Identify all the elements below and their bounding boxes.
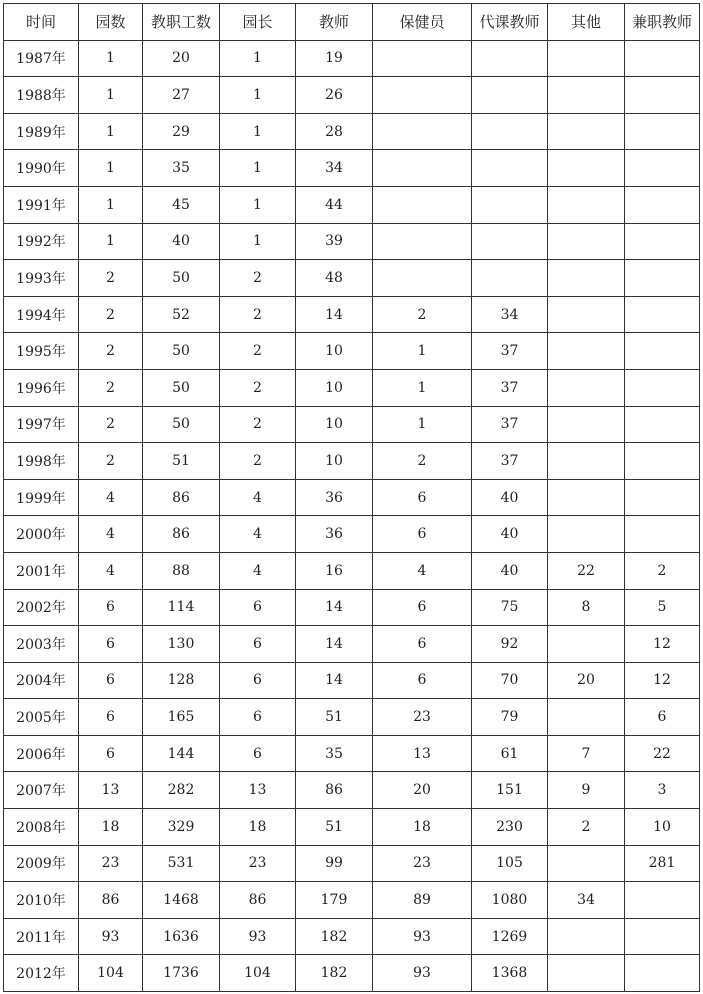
cell-teacher: 34 xyxy=(296,150,373,187)
cell-health-worker: 93 xyxy=(373,955,472,992)
kindergarten-staff-table xyxy=(3,3,700,992)
cell-other xyxy=(548,955,625,992)
cell-substitute-teacher xyxy=(472,77,548,114)
cell-substitute-teacher xyxy=(472,260,548,297)
cell-other: 8 xyxy=(548,589,625,626)
table-row xyxy=(4,369,700,406)
cell-teacher: 10 xyxy=(296,406,373,443)
cell-staff-count: 130 xyxy=(143,626,220,663)
cell-substitute-teacher: 40 xyxy=(472,479,548,516)
cell-year: 1994年 xyxy=(4,296,79,333)
cell-park-count: 18 xyxy=(79,809,143,846)
cell-park-count: 4 xyxy=(79,552,143,589)
cell-substitute-teacher: 37 xyxy=(472,443,548,480)
cell-principal: 86 xyxy=(220,882,296,919)
cell-health-worker: 6 xyxy=(373,479,472,516)
cell-part-time-teacher: 12 xyxy=(625,662,700,699)
table-row xyxy=(4,552,700,589)
cell-staff-count: 51 xyxy=(143,443,220,480)
cell-staff-count: 86 xyxy=(143,516,220,553)
cell-other xyxy=(548,40,625,77)
cell-part-time-teacher xyxy=(625,150,700,187)
table-row xyxy=(4,955,700,992)
cell-substitute-teacher: 70 xyxy=(472,662,548,699)
cell-park-count: 104 xyxy=(79,955,143,992)
cell-health-worker: 1 xyxy=(373,369,472,406)
cell-health-worker: 93 xyxy=(373,918,472,955)
cell-health-worker: 20 xyxy=(373,772,472,809)
cell-staff-count: 329 xyxy=(143,809,220,846)
table-row xyxy=(4,77,700,114)
table-row xyxy=(4,113,700,150)
cell-other xyxy=(548,77,625,114)
cell-park-count: 2 xyxy=(79,260,143,297)
cell-principal: 104 xyxy=(220,955,296,992)
table-row xyxy=(4,589,700,626)
cell-part-time-teacher xyxy=(625,479,700,516)
cell-other: 20 xyxy=(548,662,625,699)
cell-substitute-teacher: 92 xyxy=(472,626,548,663)
table-row xyxy=(4,186,700,223)
cell-year: 2009年 xyxy=(4,845,79,882)
cell-park-count: 2 xyxy=(79,333,143,370)
cell-health-worker: 89 xyxy=(373,882,472,919)
cell-principal: 1 xyxy=(220,40,296,77)
cell-teacher: 35 xyxy=(296,735,373,772)
cell-park-count: 86 xyxy=(79,882,143,919)
table-row xyxy=(4,662,700,699)
cell-year: 2002年 xyxy=(4,589,79,626)
cell-park-count: 1 xyxy=(79,150,143,187)
cell-principal: 1 xyxy=(220,186,296,223)
table-row xyxy=(4,699,700,736)
cell-park-count: 1 xyxy=(79,40,143,77)
table-row xyxy=(4,479,700,516)
cell-health-worker xyxy=(373,77,472,114)
cell-principal: 2 xyxy=(220,406,296,443)
cell-health-worker: 23 xyxy=(373,699,472,736)
cell-other xyxy=(548,186,625,223)
cell-staff-count: 50 xyxy=(143,260,220,297)
cell-staff-count: 40 xyxy=(143,223,220,260)
cell-part-time-teacher xyxy=(625,333,700,370)
table-row xyxy=(4,918,700,955)
cell-part-time-teacher: 12 xyxy=(625,626,700,663)
cell-substitute-teacher: 37 xyxy=(472,369,548,406)
cell-teacher: 39 xyxy=(296,223,373,260)
cell-staff-count: 50 xyxy=(143,406,220,443)
cell-health-worker xyxy=(373,186,472,223)
cell-health-worker: 6 xyxy=(373,516,472,553)
cell-substitute-teacher: 105 xyxy=(472,845,548,882)
cell-park-count: 2 xyxy=(79,296,143,333)
cell-substitute-teacher: 230 xyxy=(472,809,548,846)
cell-substitute-teacher xyxy=(472,150,548,187)
cell-year: 2007年 xyxy=(4,772,79,809)
cell-part-time-teacher xyxy=(625,40,700,77)
cell-other xyxy=(548,479,625,516)
cell-principal: 2 xyxy=(220,333,296,370)
cell-year: 2004年 xyxy=(4,662,79,699)
cell-substitute-teacher: 75 xyxy=(472,589,548,626)
cell-substitute-teacher xyxy=(472,223,548,260)
cell-principal: 6 xyxy=(220,699,296,736)
cell-year: 2010年 xyxy=(4,882,79,919)
cell-part-time-teacher xyxy=(625,443,700,480)
cell-year: 2001年 xyxy=(4,552,79,589)
cell-other xyxy=(548,223,625,260)
cell-substitute-teacher xyxy=(472,113,548,150)
cell-part-time-teacher: 3 xyxy=(625,772,700,809)
cell-principal: 2 xyxy=(220,443,296,480)
cell-park-count: 4 xyxy=(79,516,143,553)
cell-park-count: 6 xyxy=(79,662,143,699)
cell-other xyxy=(548,333,625,370)
cell-staff-count: 88 xyxy=(143,552,220,589)
cell-park-count: 93 xyxy=(79,918,143,955)
cell-year: 1996年 xyxy=(4,369,79,406)
cell-substitute-teacher: 34 xyxy=(472,296,548,333)
cell-substitute-teacher xyxy=(472,186,548,223)
table-row xyxy=(4,809,700,846)
cell-substitute-teacher xyxy=(472,40,548,77)
cell-principal: 4 xyxy=(220,552,296,589)
cell-staff-count: 20 xyxy=(143,40,220,77)
cell-teacher: 10 xyxy=(296,369,373,406)
cell-part-time-teacher: 6 xyxy=(625,699,700,736)
cell-principal: 2 xyxy=(220,369,296,406)
table-row xyxy=(4,882,700,919)
cell-principal: 93 xyxy=(220,918,296,955)
cell-park-count: 6 xyxy=(79,589,143,626)
column-header-principal: 园长 xyxy=(220,4,296,41)
table-row xyxy=(4,333,700,370)
cell-staff-count: 29 xyxy=(143,113,220,150)
cell-other xyxy=(548,443,625,480)
cell-year: 1995年 xyxy=(4,333,79,370)
cell-part-time-teacher xyxy=(625,882,700,919)
cell-part-time-teacher xyxy=(625,955,700,992)
cell-substitute-teacher: 151 xyxy=(472,772,548,809)
cell-health-worker: 2 xyxy=(373,443,472,480)
cell-part-time-teacher xyxy=(625,223,700,260)
cell-substitute-teacher: 61 xyxy=(472,735,548,772)
table-row xyxy=(4,626,700,663)
cell-staff-count: 282 xyxy=(143,772,220,809)
cell-teacher: 99 xyxy=(296,845,373,882)
cell-substitute-teacher: 37 xyxy=(472,333,548,370)
cell-substitute-teacher: 1269 xyxy=(472,918,548,955)
cell-part-time-teacher xyxy=(625,77,700,114)
cell-principal: 1 xyxy=(220,150,296,187)
table-row xyxy=(4,260,700,297)
cell-year: 1991年 xyxy=(4,186,79,223)
cell-staff-count: 27 xyxy=(143,77,220,114)
cell-part-time-teacher xyxy=(625,918,700,955)
column-header-year: 时间 xyxy=(4,4,79,41)
column-header-park-count: 园数 xyxy=(79,4,143,41)
cell-substitute-teacher: 1080 xyxy=(472,882,548,919)
table-row xyxy=(4,845,700,882)
cell-other: 22 xyxy=(548,552,625,589)
cell-part-time-teacher xyxy=(625,369,700,406)
table-row xyxy=(4,40,700,77)
cell-teacher: 36 xyxy=(296,516,373,553)
cell-other: 9 xyxy=(548,772,625,809)
cell-principal: 18 xyxy=(220,809,296,846)
cell-year: 2012年 xyxy=(4,955,79,992)
cell-health-worker: 18 xyxy=(373,809,472,846)
cell-teacher: 179 xyxy=(296,882,373,919)
table-row xyxy=(4,516,700,553)
cell-year: 2011年 xyxy=(4,918,79,955)
cell-health-worker xyxy=(373,150,472,187)
cell-substitute-teacher: 40 xyxy=(472,552,548,589)
cell-year: 1993年 xyxy=(4,260,79,297)
cell-other xyxy=(548,626,625,663)
cell-teacher: 48 xyxy=(296,260,373,297)
table-row xyxy=(4,223,700,260)
cell-staff-count: 35 xyxy=(143,150,220,187)
cell-teacher: 51 xyxy=(296,699,373,736)
cell-staff-count: 1636 xyxy=(143,918,220,955)
cell-year: 1989年 xyxy=(4,113,79,150)
cell-health-worker xyxy=(373,40,472,77)
cell-teacher: 14 xyxy=(296,626,373,663)
cell-year: 2005年 xyxy=(4,699,79,736)
cell-park-count: 1 xyxy=(79,77,143,114)
cell-part-time-teacher: 22 xyxy=(625,735,700,772)
cell-principal: 4 xyxy=(220,479,296,516)
cell-year: 2008年 xyxy=(4,809,79,846)
cell-park-count: 23 xyxy=(79,845,143,882)
table-row xyxy=(4,772,700,809)
cell-part-time-teacher: 281 xyxy=(625,845,700,882)
cell-part-time-teacher: 2 xyxy=(625,552,700,589)
cell-year: 1999年 xyxy=(4,479,79,516)
cell-staff-count: 52 xyxy=(143,296,220,333)
cell-principal: 2 xyxy=(220,296,296,333)
cell-part-time-teacher xyxy=(625,516,700,553)
table-row xyxy=(4,150,700,187)
cell-teacher: 44 xyxy=(296,186,373,223)
cell-health-worker xyxy=(373,113,472,150)
cell-staff-count: 50 xyxy=(143,333,220,370)
cell-health-worker xyxy=(373,223,472,260)
cell-teacher: 14 xyxy=(296,589,373,626)
cell-substitute-teacher: 79 xyxy=(472,699,548,736)
cell-part-time-teacher xyxy=(625,113,700,150)
cell-year: 2003年 xyxy=(4,626,79,663)
cell-other: 2 xyxy=(548,809,625,846)
cell-principal: 1 xyxy=(220,77,296,114)
cell-year: 2006年 xyxy=(4,735,79,772)
cell-park-count: 1 xyxy=(79,223,143,260)
cell-other: 34 xyxy=(548,882,625,919)
cell-substitute-teacher: 1368 xyxy=(472,955,548,992)
cell-other xyxy=(548,516,625,553)
cell-staff-count: 165 xyxy=(143,699,220,736)
cell-other xyxy=(548,918,625,955)
cell-staff-count: 144 xyxy=(143,735,220,772)
cell-other xyxy=(548,406,625,443)
cell-part-time-teacher: 10 xyxy=(625,809,700,846)
cell-principal: 6 xyxy=(220,626,296,663)
cell-park-count: 6 xyxy=(79,735,143,772)
cell-principal: 1 xyxy=(220,113,296,150)
cell-teacher: 14 xyxy=(296,662,373,699)
cell-park-count: 2 xyxy=(79,406,143,443)
cell-part-time-teacher xyxy=(625,260,700,297)
cell-health-worker: 6 xyxy=(373,662,472,699)
cell-park-count: 2 xyxy=(79,443,143,480)
cell-park-count: 6 xyxy=(79,699,143,736)
table-header-row xyxy=(4,4,700,41)
cell-teacher: 36 xyxy=(296,479,373,516)
cell-teacher: 16 xyxy=(296,552,373,589)
cell-principal: 23 xyxy=(220,845,296,882)
cell-health-worker: 23 xyxy=(373,845,472,882)
cell-other xyxy=(548,699,625,736)
cell-other xyxy=(548,260,625,297)
column-header-part-time-teacher: 兼职教师 xyxy=(625,4,700,41)
cell-principal: 4 xyxy=(220,516,296,553)
cell-part-time-teacher: 5 xyxy=(625,589,700,626)
cell-park-count: 2 xyxy=(79,369,143,406)
cell-principal: 6 xyxy=(220,662,296,699)
table-row xyxy=(4,735,700,772)
cell-substitute-teacher: 40 xyxy=(472,516,548,553)
cell-health-worker: 6 xyxy=(373,589,472,626)
cell-teacher: 86 xyxy=(296,772,373,809)
column-header-health-worker: 保健员 xyxy=(373,4,472,41)
cell-park-count: 4 xyxy=(79,479,143,516)
cell-teacher: 182 xyxy=(296,918,373,955)
cell-principal: 2 xyxy=(220,260,296,297)
cell-year: 1988年 xyxy=(4,77,79,114)
cell-year: 1987年 xyxy=(4,40,79,77)
cell-year: 1990年 xyxy=(4,150,79,187)
cell-staff-count: 531 xyxy=(143,845,220,882)
cell-staff-count: 128 xyxy=(143,662,220,699)
cell-other xyxy=(548,150,625,187)
cell-year: 1998年 xyxy=(4,443,79,480)
cell-year: 1997年 xyxy=(4,406,79,443)
cell-health-worker: 1 xyxy=(373,406,472,443)
column-header-substitute-teacher: 代课教师 xyxy=(472,4,548,41)
cell-teacher: 182 xyxy=(296,955,373,992)
column-header-other: 其他 xyxy=(548,4,625,41)
cell-principal: 13 xyxy=(220,772,296,809)
cell-teacher: 28 xyxy=(296,113,373,150)
table-row xyxy=(4,296,700,333)
cell-health-worker: 4 xyxy=(373,552,472,589)
cell-park-count: 1 xyxy=(79,186,143,223)
table-row xyxy=(4,443,700,480)
cell-health-worker: 6 xyxy=(373,626,472,663)
cell-other xyxy=(548,845,625,882)
cell-staff-count: 114 xyxy=(143,589,220,626)
cell-teacher: 14 xyxy=(296,296,373,333)
cell-teacher: 10 xyxy=(296,333,373,370)
column-header-staff-count: 教职工数 xyxy=(143,4,220,41)
cell-year: 1992年 xyxy=(4,223,79,260)
cell-principal: 1 xyxy=(220,223,296,260)
cell-other xyxy=(548,296,625,333)
cell-staff-count: 50 xyxy=(143,369,220,406)
cell-principal: 6 xyxy=(220,589,296,626)
cell-health-worker xyxy=(373,260,472,297)
cell-health-worker: 13 xyxy=(373,735,472,772)
statistics-table-container xyxy=(3,3,699,992)
cell-teacher: 19 xyxy=(296,40,373,77)
cell-staff-count: 1736 xyxy=(143,955,220,992)
cell-year: 2000年 xyxy=(4,516,79,553)
cell-park-count: 1 xyxy=(79,113,143,150)
cell-other: 7 xyxy=(548,735,625,772)
cell-other xyxy=(548,369,625,406)
column-header-teacher: 教师 xyxy=(296,4,373,41)
cell-substitute-teacher: 37 xyxy=(472,406,548,443)
table-row xyxy=(4,406,700,443)
cell-health-worker: 1 xyxy=(373,333,472,370)
cell-staff-count: 45 xyxy=(143,186,220,223)
cell-part-time-teacher xyxy=(625,406,700,443)
cell-staff-count: 86 xyxy=(143,479,220,516)
table-body xyxy=(4,40,700,991)
cell-teacher: 10 xyxy=(296,443,373,480)
cell-part-time-teacher xyxy=(625,186,700,223)
cell-part-time-teacher xyxy=(625,296,700,333)
cell-staff-count: 1468 xyxy=(143,882,220,919)
cell-teacher: 51 xyxy=(296,809,373,846)
cell-principal: 6 xyxy=(220,735,296,772)
cell-other xyxy=(548,113,625,150)
cell-teacher: 26 xyxy=(296,77,373,114)
cell-park-count: 6 xyxy=(79,626,143,663)
cell-health-worker: 2 xyxy=(373,296,472,333)
cell-park-count: 13 xyxy=(79,772,143,809)
